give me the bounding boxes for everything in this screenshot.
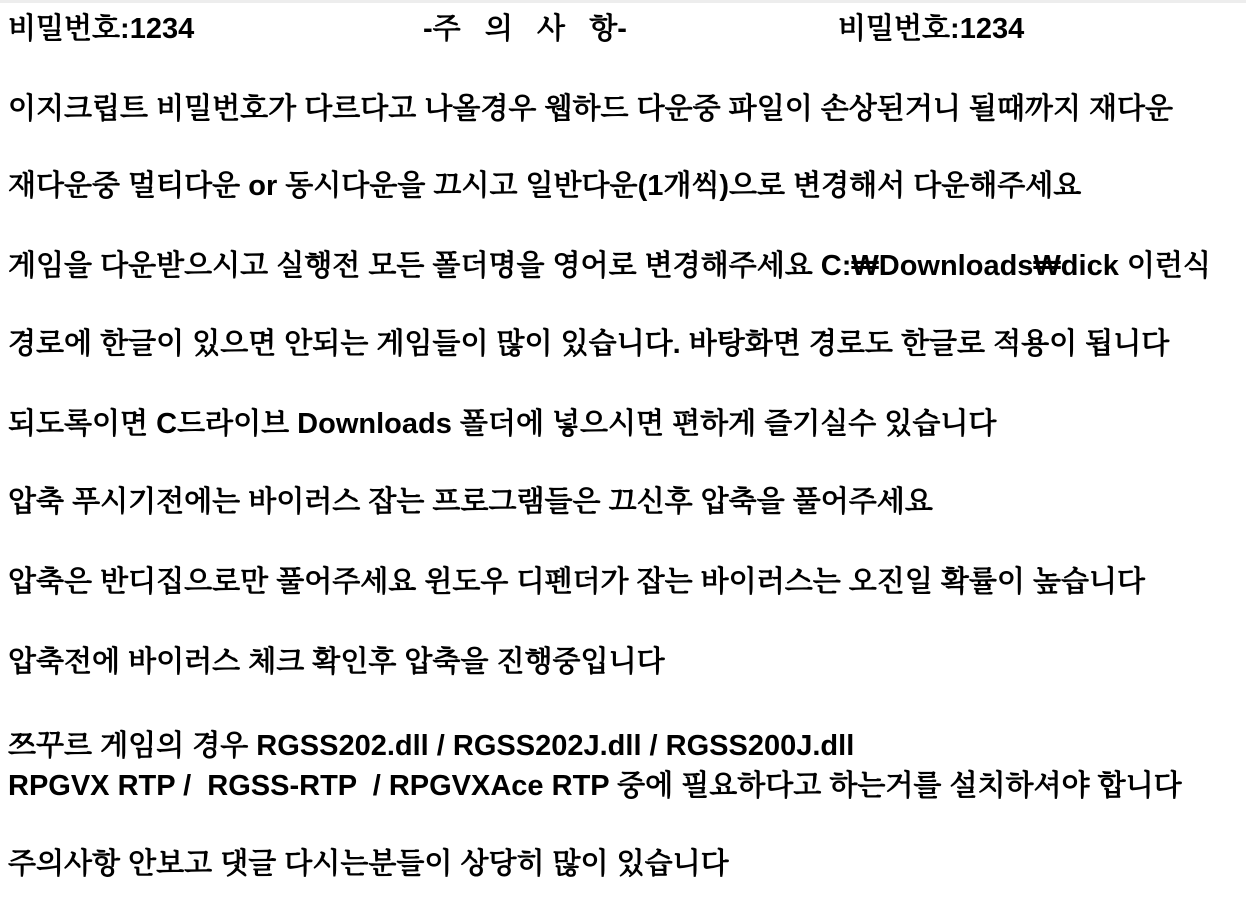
notice-line-virus-checked: 압축전에 바이러스 체크 확인후 압축을 진행중입니다 xyxy=(8,646,665,678)
notice-line-redownload: 이지크립트 비밀번호가 다르다고 나올경우 웹하드 다운중 파일이 손상된거니 될때까지 재다운 xyxy=(8,93,1174,125)
notice-line-antivirus-off: 압축 푸시기전에는 바이러스 잡는 프로그램들은 끄신후 압축을 풀어주세요 xyxy=(8,486,933,518)
notice-title: -주 의 사 항- xyxy=(423,13,627,45)
notice-line-rename-folders: 게임을 다운받으시고 실행전 모든 폴더명을 영어로 변경해주세요 C:₩Downloads₩dick 이런식 xyxy=(8,250,1211,282)
notice-line-korean-path: 경로에 한글이 있으면 안되는 게임들이 많이 있습니다. 바탕화면 경로도 한글로 적용이 됩니다 xyxy=(8,328,1170,360)
notice-line-rgss-dll: 쯔꾸르 게임의 경우 RGSS202.dll / RGSS202J.dll / RGSS200J.dll xyxy=(8,730,855,762)
notice-line-bandizip: 압축은 반디집으로만 풀어주세요 윈도우 디펜더가 잡는 바이러스는 오진일 확률이 높습니다 xyxy=(8,566,1146,598)
notice-line-read-warning: 주의사항 안보고 댓글 다시는분들이 상당히 많이 있습니다 xyxy=(8,848,729,880)
notice-line-cdrive-folder: 되도록이면 C드라이브 Downloads 폴더에 넣으시면 편하게 즐기실수 있습니다 xyxy=(8,408,997,440)
notice-line-rtp-install: RPGVX RTP / RGSS-RTP / RPGVXAce RTP 중에 필요하다고 하는거를 설치하셔야 합니다 xyxy=(8,770,1182,802)
password-left: 비밀번호:1234 xyxy=(8,13,195,45)
password-right: 비밀번호:1234 xyxy=(838,13,1025,45)
notice-line-multidown: 재다운중 멀티다운 or 동시다운을 끄시고 일반다운(1개씩)으로 변경해서 다운해주세요 xyxy=(8,170,1082,202)
top-border xyxy=(0,0,1246,3)
